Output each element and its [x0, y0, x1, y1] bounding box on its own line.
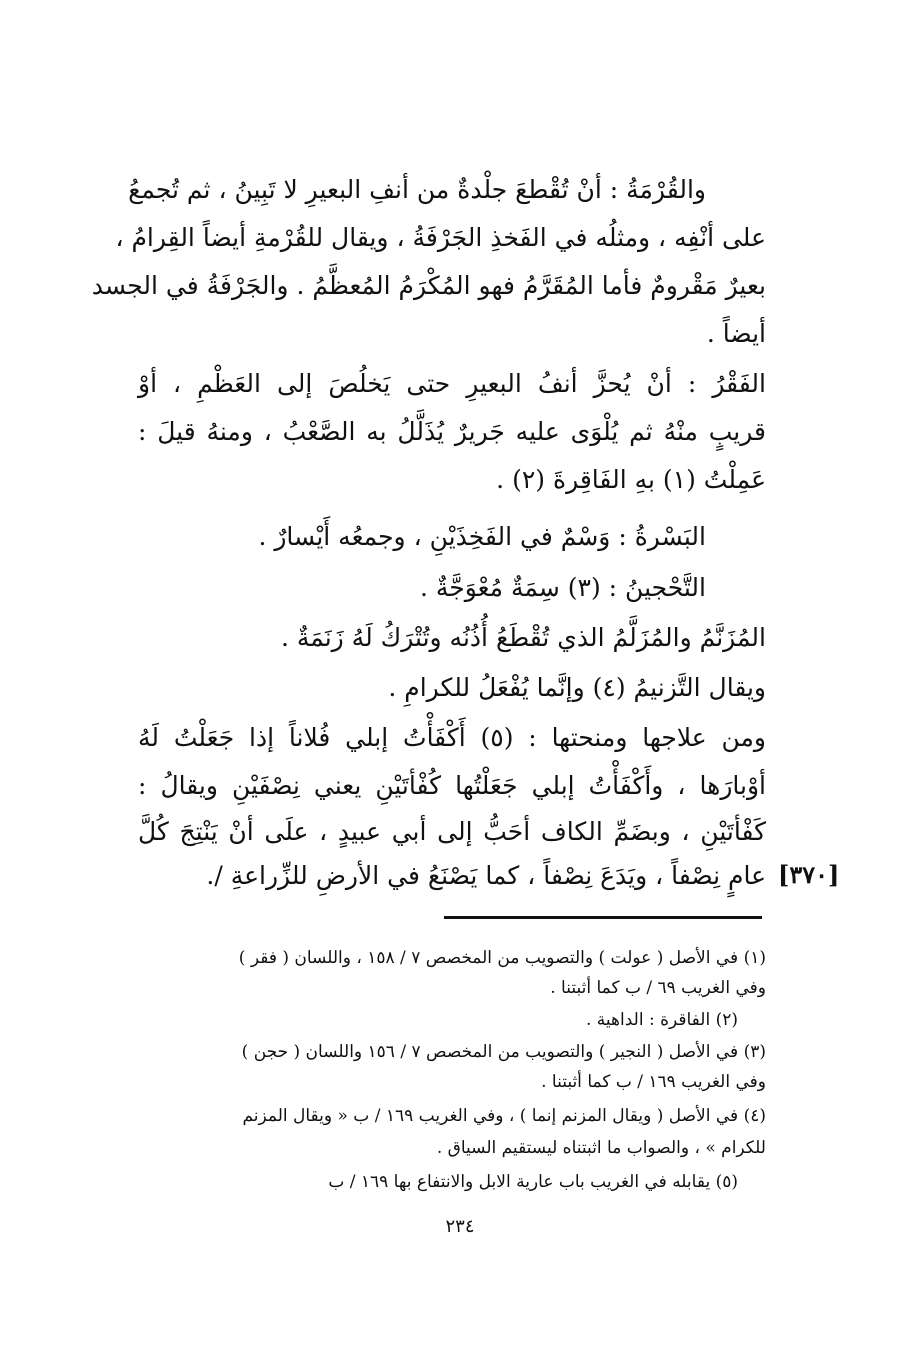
text-line: بعيرٌ مَقْرومٌ فأما المُقَرَّمُ فهو المُكْرَمُ المُعظَّمُ . والجَرْفَةُ في الجسد: [91, 271, 766, 300]
text-line: الفَقْرُ : أنْ يُحزَّ أنفُ البعيرِ حتى يَخلُصَ إلى العَظْمِ ، أوْ: [138, 369, 766, 398]
text-line: التَّحْجينُ : (٣) سِمَةٌ مُعْوَجَّةٌ .: [419, 573, 706, 602]
text-line: أيضاً .: [706, 319, 766, 348]
text-line: قريبٍ منْهُ ثم يُلْوَى عليه جَريرٌ يُذَلَّلُ به الصَّعْبُ ، ومنهُ قيلَ :: [138, 417, 766, 446]
text-line: البَسْرةُ : وَسْمٌ في الفَخِذَيْنِ ، وجمعُه أَيْسارٌ .: [258, 522, 706, 551]
footnote-line: وفي الغريب ١٦٩ / ب كما أثبتنا .: [541, 1072, 766, 1092]
footnote-line: (٥) يقابله في الغريب باب عارية الابل والانتفاع بها ١٦٩ / ب: [328, 1172, 738, 1192]
footnote-line: للكرام » ، والصواب ما اثبتناه ليستقيم السياق .: [436, 1138, 766, 1158]
text-line: عَمِلْتُ (١) بهِ الفَاقِرةَ (٢) .: [496, 465, 766, 494]
text-line: كَفْأتَيْنِ ، وبضَمِّ الكاف أحَبُّ إلى أبي عبيدٍ ، علَى أنْ يَنْتِجَ كُلَّ: [138, 817, 766, 846]
text-line: والقُرْمَةُ : أنْ تُقْطعَ جلْدةٌ من أنفِ البعيرِ لا تَبِينُ ، ثم تُجمعُ: [128, 175, 706, 204]
folio-marker: [٣٧٠]: [778, 860, 840, 889]
footnote-line: (١) في الأصل ( عولت ) والتصويب من المخصص ٧ / ١٥٨ ، واللسان ( فقر ): [238, 948, 766, 968]
page-number: ٢٣٤: [445, 1216, 475, 1237]
text-line: على أنْفِه ، ومثلُه في الفَخذِ الجَرْفَةُ ، ويقال للقُرْمةِ أيضاً القِرامُ ،: [115, 223, 766, 252]
footnote-divider: [444, 916, 762, 919]
footnote-line: (٣) في الأصل ( النجير ) والتصويب من المخصص ٧ / ١٥٦ واللسان ( حجن ): [241, 1042, 766, 1062]
text-line: ومن علاجها ومنحتها : (٥) أَكْفَأْتُ إبلي فُلاناً إذا جَعَلْتُ لَهُ: [138, 723, 766, 752]
text-line: المُزَنَّمُ والمُزَلَّمُ الذي تُقْطَعُ أُذُنُه وتُتْرَكُ لَهُ زَنَمَةٌ .: [280, 623, 766, 652]
text-line: ويقال التَّزنيمُ (٤) وإنَّما يُفْعَلُ للكرامِ .: [388, 673, 766, 702]
footnote-line: (٢) الفاقرة : الداهية .: [585, 1010, 738, 1030]
footnote-line: (٤) في الأصل ( ويقال المزنم إنما ) ، وفي الغريب ١٦٩ / ب « ويقال المزنم: [242, 1106, 766, 1126]
footnote-line: وفي الغريب ٦٩ / ب كما أثبتنا .: [550, 978, 766, 998]
text-line: أوْبارَها ، وأَكْفَأْتُ إبلي جَعَلْتُها كُفْأتَيْنِ يعني نِصْفَيْنِ ويقالُ :: [138, 771, 766, 800]
text-line: عامٍ نِصْفاً ، ويَدَعَ نِصْفاً ، كما يَصْنَعُ في الأرضِ للزِّراعةِ /.: [206, 861, 766, 890]
